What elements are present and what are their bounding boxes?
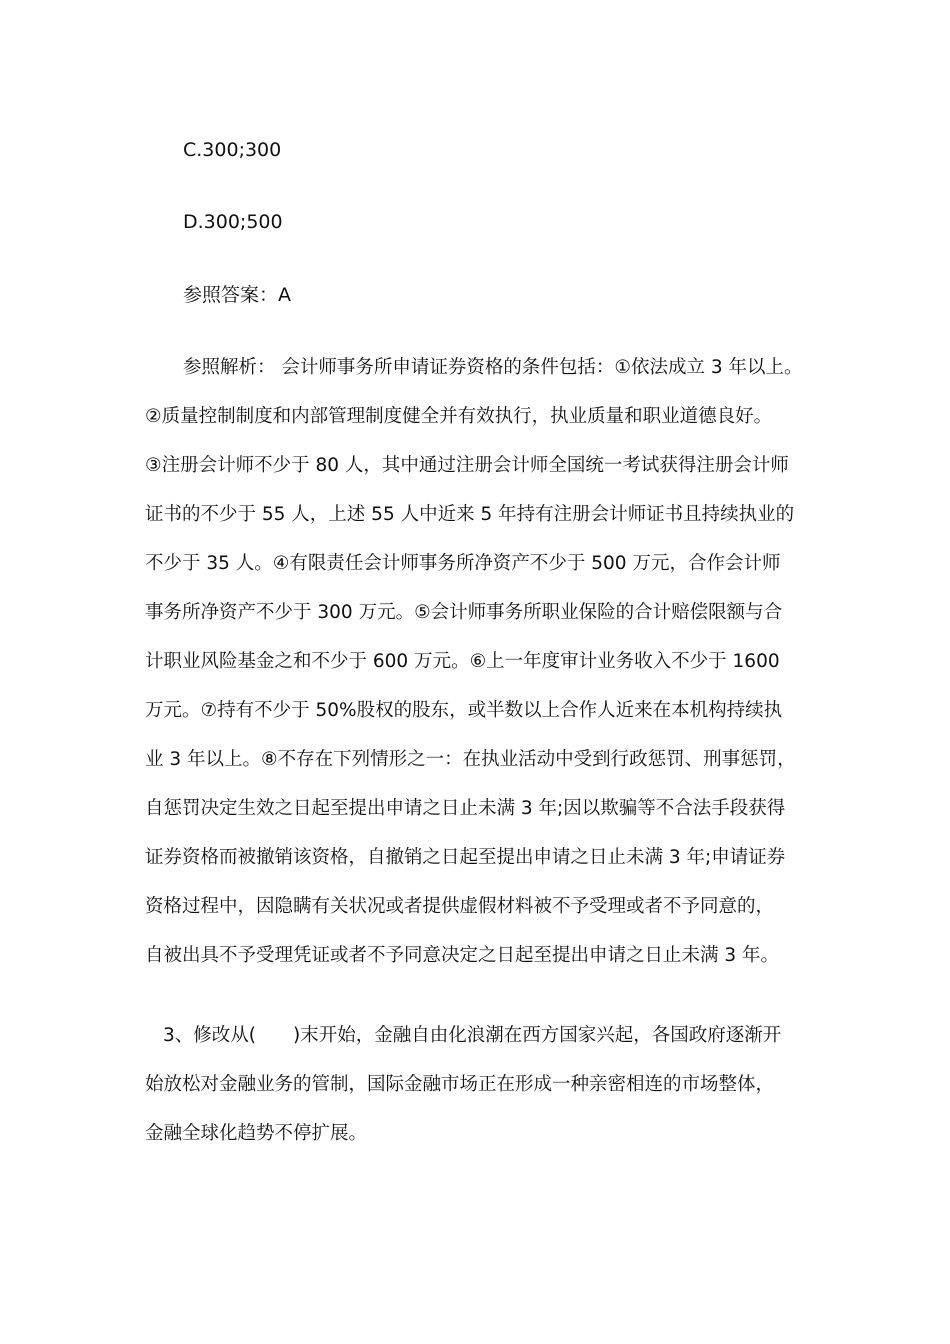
explanation-line: 资格过程中，因隐瞒有关状况或者提供虚假材料被不予受理或者不予同意的， <box>145 896 775 917</box>
explanation-line: 参照解析： 会计师事务所申请证券资格的条件包括：①依法成立 3 年以上。 <box>183 357 803 378</box>
question-line: 金融全球化趋势不停扩展。 <box>145 1123 368 1144</box>
question-3 <box>145 1011 815 1158</box>
reference-explanation <box>145 343 815 980</box>
option-d: D.300;500 <box>183 211 283 233</box>
option-c: C.300;300 <box>183 139 282 161</box>
explanation-line: ③注册会计师不少于 80 人，其中通过注册会计师全国统一考试获得注册会计师 <box>145 455 789 476</box>
explanation-line: 自被出具不予受理凭证或者不予同意决定之日起至提出申请之日止未满 3 年。 <box>145 945 780 966</box>
question-line: 始放松对金融业务的管制，国际金融市场正在形成一种亲密相连的市场整体， <box>145 1074 775 1095</box>
explanation-line: 证书的不少于 55 人，上述 55 人中近来 5 年持有注册会计师证书且持续执业的 <box>145 504 795 525</box>
explanation-line: 证券资格而被撤销该资格，自撤销之日起至提出申请之日止未满 3 年;申请证券 <box>145 847 786 868</box>
explanation-line: 万元。⑦持有不少于 50%股权的股东，或半数以上合作人近来在本机构持续执 <box>145 700 783 721</box>
explanation-line: ②质量控制制度和内部管理制度健全并有效执行，执业质量和职业道德良好。 <box>145 406 773 427</box>
explanation-line: 业 3 年以上。⑧不存在下列情形之一：在执业活动中受到行政惩罚、刑事惩罚， <box>145 749 796 770</box>
explanation-line: 自惩罚决定生效之日起至提出申请之日止未满 3 年;因以欺骗等不合法手段获得 <box>145 798 786 819</box>
question-line: 3、修改从( )末开始，金融自由化浪潮在西方国家兴起，各国政府逐渐开 <box>163 1025 782 1046</box>
explanation-line: 计职业风险基金之和不少于 600 万元。⑥上一年度审计业务收入不少于 1600 <box>145 651 780 672</box>
reference-answer: 参照答案：A <box>183 284 291 306</box>
explanation-line: 不少于 35 人。④有限责任会计师事务所净资产不少于 500 万元，合作会计师 <box>145 553 781 574</box>
explanation-line: 事务所净资产不少于 300 万元。⑤会计师事务所职业保险的合计赔偿限额与合 <box>145 602 783 623</box>
